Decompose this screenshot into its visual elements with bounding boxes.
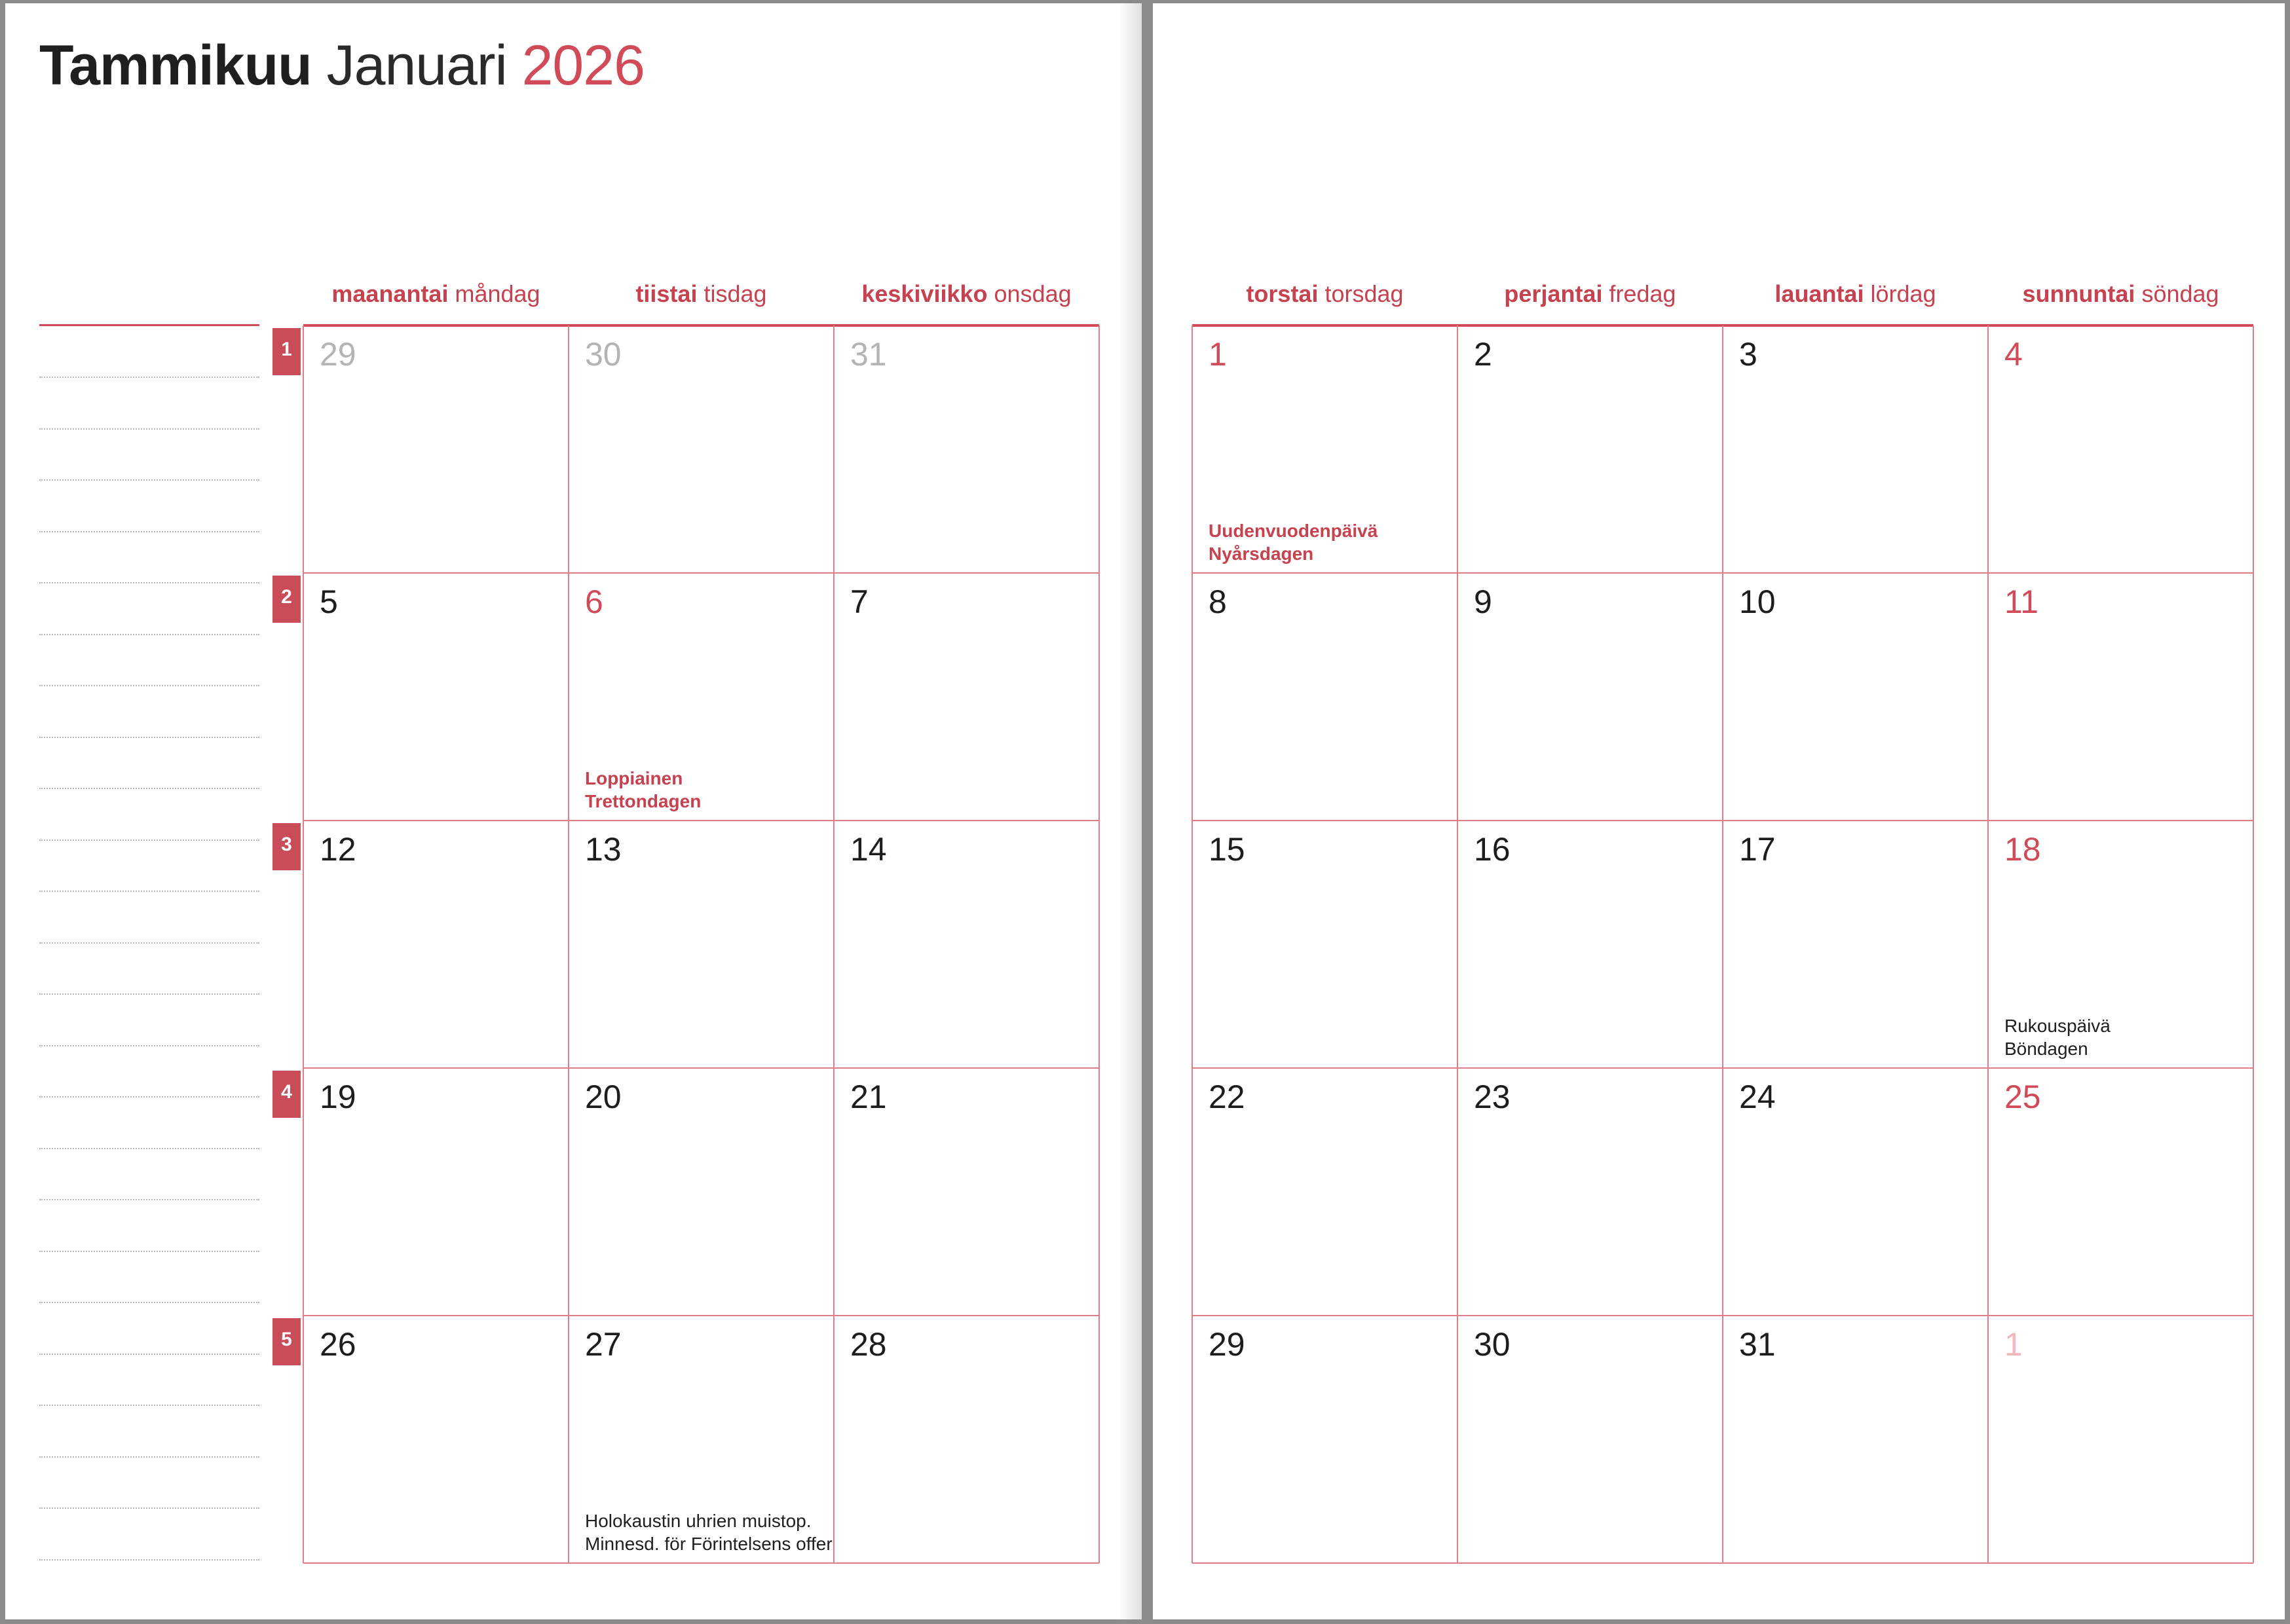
weekday-name-fi: tiistai xyxy=(635,280,698,307)
day-event xyxy=(585,767,701,813)
notes-line xyxy=(39,840,259,841)
day-cell xyxy=(303,1068,569,1316)
day-event xyxy=(2004,1014,2111,1060)
day-cell xyxy=(303,325,569,573)
weekday-header xyxy=(303,280,569,308)
day-cell xyxy=(569,325,834,573)
day-cell xyxy=(1192,573,1457,821)
notes-line xyxy=(39,1507,259,1509)
day-cell xyxy=(1988,1316,2253,1563)
day-cell xyxy=(1192,1316,1457,1563)
day-cell xyxy=(569,1068,834,1316)
notes-line xyxy=(39,1405,259,1406)
day-cell xyxy=(1723,573,1988,821)
notes-line xyxy=(39,1302,259,1303)
day-number: 30 xyxy=(585,336,622,373)
day-number: 4 xyxy=(2004,336,2023,373)
day-cell xyxy=(1457,1068,1723,1316)
day-cell xyxy=(834,1316,1099,1563)
day-number: 28 xyxy=(850,1326,887,1363)
year-title: 2026 xyxy=(521,34,645,97)
day-number: 23 xyxy=(1474,1079,1511,1115)
notes-line xyxy=(39,531,259,532)
week-number-badge: 4 xyxy=(272,1071,301,1118)
right-page xyxy=(1153,3,2285,1619)
weekday-name-fi: maanantai xyxy=(331,280,449,307)
day-number: 15 xyxy=(1209,831,1245,868)
weekday-name-fi: lauantai xyxy=(1774,280,1864,307)
day-number: 5 xyxy=(320,583,338,620)
notes-line xyxy=(39,1559,259,1560)
notes-line xyxy=(39,428,259,430)
notes-line xyxy=(39,1456,259,1458)
weekday-header xyxy=(1723,280,1988,308)
weekday-name-sv: söndag xyxy=(2141,280,2219,307)
weekday-name-sv: lördag xyxy=(1870,280,1936,307)
day-cell xyxy=(569,1316,834,1563)
day-cell xyxy=(834,573,1099,821)
day-number: 10 xyxy=(1739,583,1776,620)
weekday-header xyxy=(1988,280,2253,308)
notes-line xyxy=(39,1148,259,1149)
day-number: 1 xyxy=(2004,1326,2023,1363)
weekday-header xyxy=(1192,280,1457,308)
day-number: 3 xyxy=(1739,336,1757,373)
week-number-badge: 5 xyxy=(272,1318,301,1365)
day-number: 2 xyxy=(1474,336,1492,373)
day-cell xyxy=(1723,325,1988,573)
day-event xyxy=(1209,519,1378,565)
day-number: 8 xyxy=(1209,583,1227,620)
page-title xyxy=(39,29,645,101)
day-number: 13 xyxy=(585,831,622,868)
notes-line xyxy=(39,1199,259,1200)
day-cell xyxy=(1988,1068,2253,1316)
weekday-name-sv: tisdag xyxy=(704,280,767,307)
weekday-header xyxy=(569,280,834,308)
day-cell xyxy=(1723,1068,1988,1316)
day-number: 29 xyxy=(320,336,356,373)
weekday-name-fi: sunnuntai xyxy=(2022,280,2135,307)
day-number: 14 xyxy=(850,831,887,868)
day-cell xyxy=(303,821,569,1068)
week-number-badge: 3 xyxy=(272,823,301,870)
weekday-name-fi: perjantai xyxy=(1504,280,1603,307)
day-cell xyxy=(1457,1316,1723,1563)
day-event-line: Minnesd. för Förintelsens offer xyxy=(585,1534,833,1554)
weekday-header xyxy=(834,280,1099,308)
day-cell xyxy=(1988,573,2253,821)
day-number: 11 xyxy=(2004,583,2038,620)
day-cell xyxy=(834,325,1099,573)
weekday-name-sv: måndag xyxy=(455,280,540,307)
month-title-fi: Tammikuu xyxy=(39,34,312,97)
day-number: 24 xyxy=(1739,1079,1776,1115)
weekday-name-sv: torsdag xyxy=(1324,280,1404,307)
day-number: 25 xyxy=(2004,1079,2041,1115)
week-number-badge: 2 xyxy=(272,576,301,623)
day-cell xyxy=(1192,325,1457,573)
weekday-name-fi: keskiviikko xyxy=(861,280,988,307)
weekday-name-fi: torstai xyxy=(1246,280,1319,307)
day-cell xyxy=(569,821,834,1068)
day-cell xyxy=(1988,821,2253,1068)
left-page xyxy=(5,3,1142,1619)
day-event xyxy=(585,1509,833,1555)
notes-line xyxy=(39,634,259,635)
week-number-badge: 1 xyxy=(272,328,301,375)
day-number: 6 xyxy=(585,583,603,620)
day-number: 30 xyxy=(1474,1326,1511,1363)
notes-line xyxy=(39,1096,259,1098)
day-event-line: Uudenvuodenpäivä xyxy=(1209,521,1378,541)
day-cell xyxy=(569,573,834,821)
day-number: 7 xyxy=(850,583,869,620)
day-number: 26 xyxy=(320,1326,356,1363)
day-number: 9 xyxy=(1474,583,1492,620)
day-number: 20 xyxy=(585,1079,622,1115)
day-cell xyxy=(1723,821,1988,1068)
notes-line xyxy=(39,1045,259,1046)
notes-line xyxy=(39,1354,259,1355)
day-cell xyxy=(1457,821,1723,1068)
day-number: 21 xyxy=(850,1079,887,1115)
notes-line xyxy=(39,942,259,944)
day-event-line: Holokaustin uhrien muistop. xyxy=(585,1511,812,1531)
day-number: 22 xyxy=(1209,1079,1245,1115)
weekday-name-sv: onsdag xyxy=(994,280,1072,307)
day-number: 1 xyxy=(1209,336,1227,373)
notes-line xyxy=(39,788,259,789)
day-number: 31 xyxy=(1739,1326,1776,1363)
day-cell xyxy=(834,1068,1099,1316)
day-number: 18 xyxy=(2004,831,2041,868)
day-number: 31 xyxy=(850,336,887,373)
day-number: 17 xyxy=(1739,831,1776,868)
notes-line xyxy=(39,685,259,686)
notes-line xyxy=(39,737,259,738)
day-cell xyxy=(1988,325,2253,573)
day-number: 29 xyxy=(1209,1326,1245,1363)
day-event-line: Trettondagen xyxy=(585,791,702,811)
day-cell xyxy=(1192,821,1457,1068)
day-event-line: Böndagen xyxy=(2004,1039,2088,1059)
day-number: 27 xyxy=(585,1326,622,1363)
day-cell xyxy=(1192,1068,1457,1316)
day-number: 12 xyxy=(320,831,356,868)
notes-line xyxy=(39,582,259,583)
notes-line xyxy=(39,479,259,481)
notes-line xyxy=(39,891,259,892)
page-spine-shadow xyxy=(1118,3,1142,1619)
notes-column-top-rule xyxy=(39,324,259,326)
day-event-line: Loppiainen xyxy=(585,768,683,788)
day-cell xyxy=(1457,573,1723,821)
day-cell xyxy=(303,1316,569,1563)
weekday-header xyxy=(1457,280,1723,308)
notes-line xyxy=(39,377,259,378)
day-cell xyxy=(1457,325,1723,573)
day-cell xyxy=(1723,1316,1988,1563)
notes-line xyxy=(39,993,259,995)
day-event-line: Nyårsdagen xyxy=(1209,544,1314,564)
day-cell xyxy=(834,821,1099,1068)
weekday-name-sv: fredag xyxy=(1609,280,1676,307)
day-event-line: Rukouspäivä xyxy=(2004,1016,2111,1036)
month-title-sv: Januari xyxy=(326,34,507,97)
notes-line xyxy=(39,1251,259,1252)
day-number: 19 xyxy=(320,1079,356,1115)
day-cell xyxy=(303,573,569,821)
day-number: 16 xyxy=(1474,831,1511,868)
